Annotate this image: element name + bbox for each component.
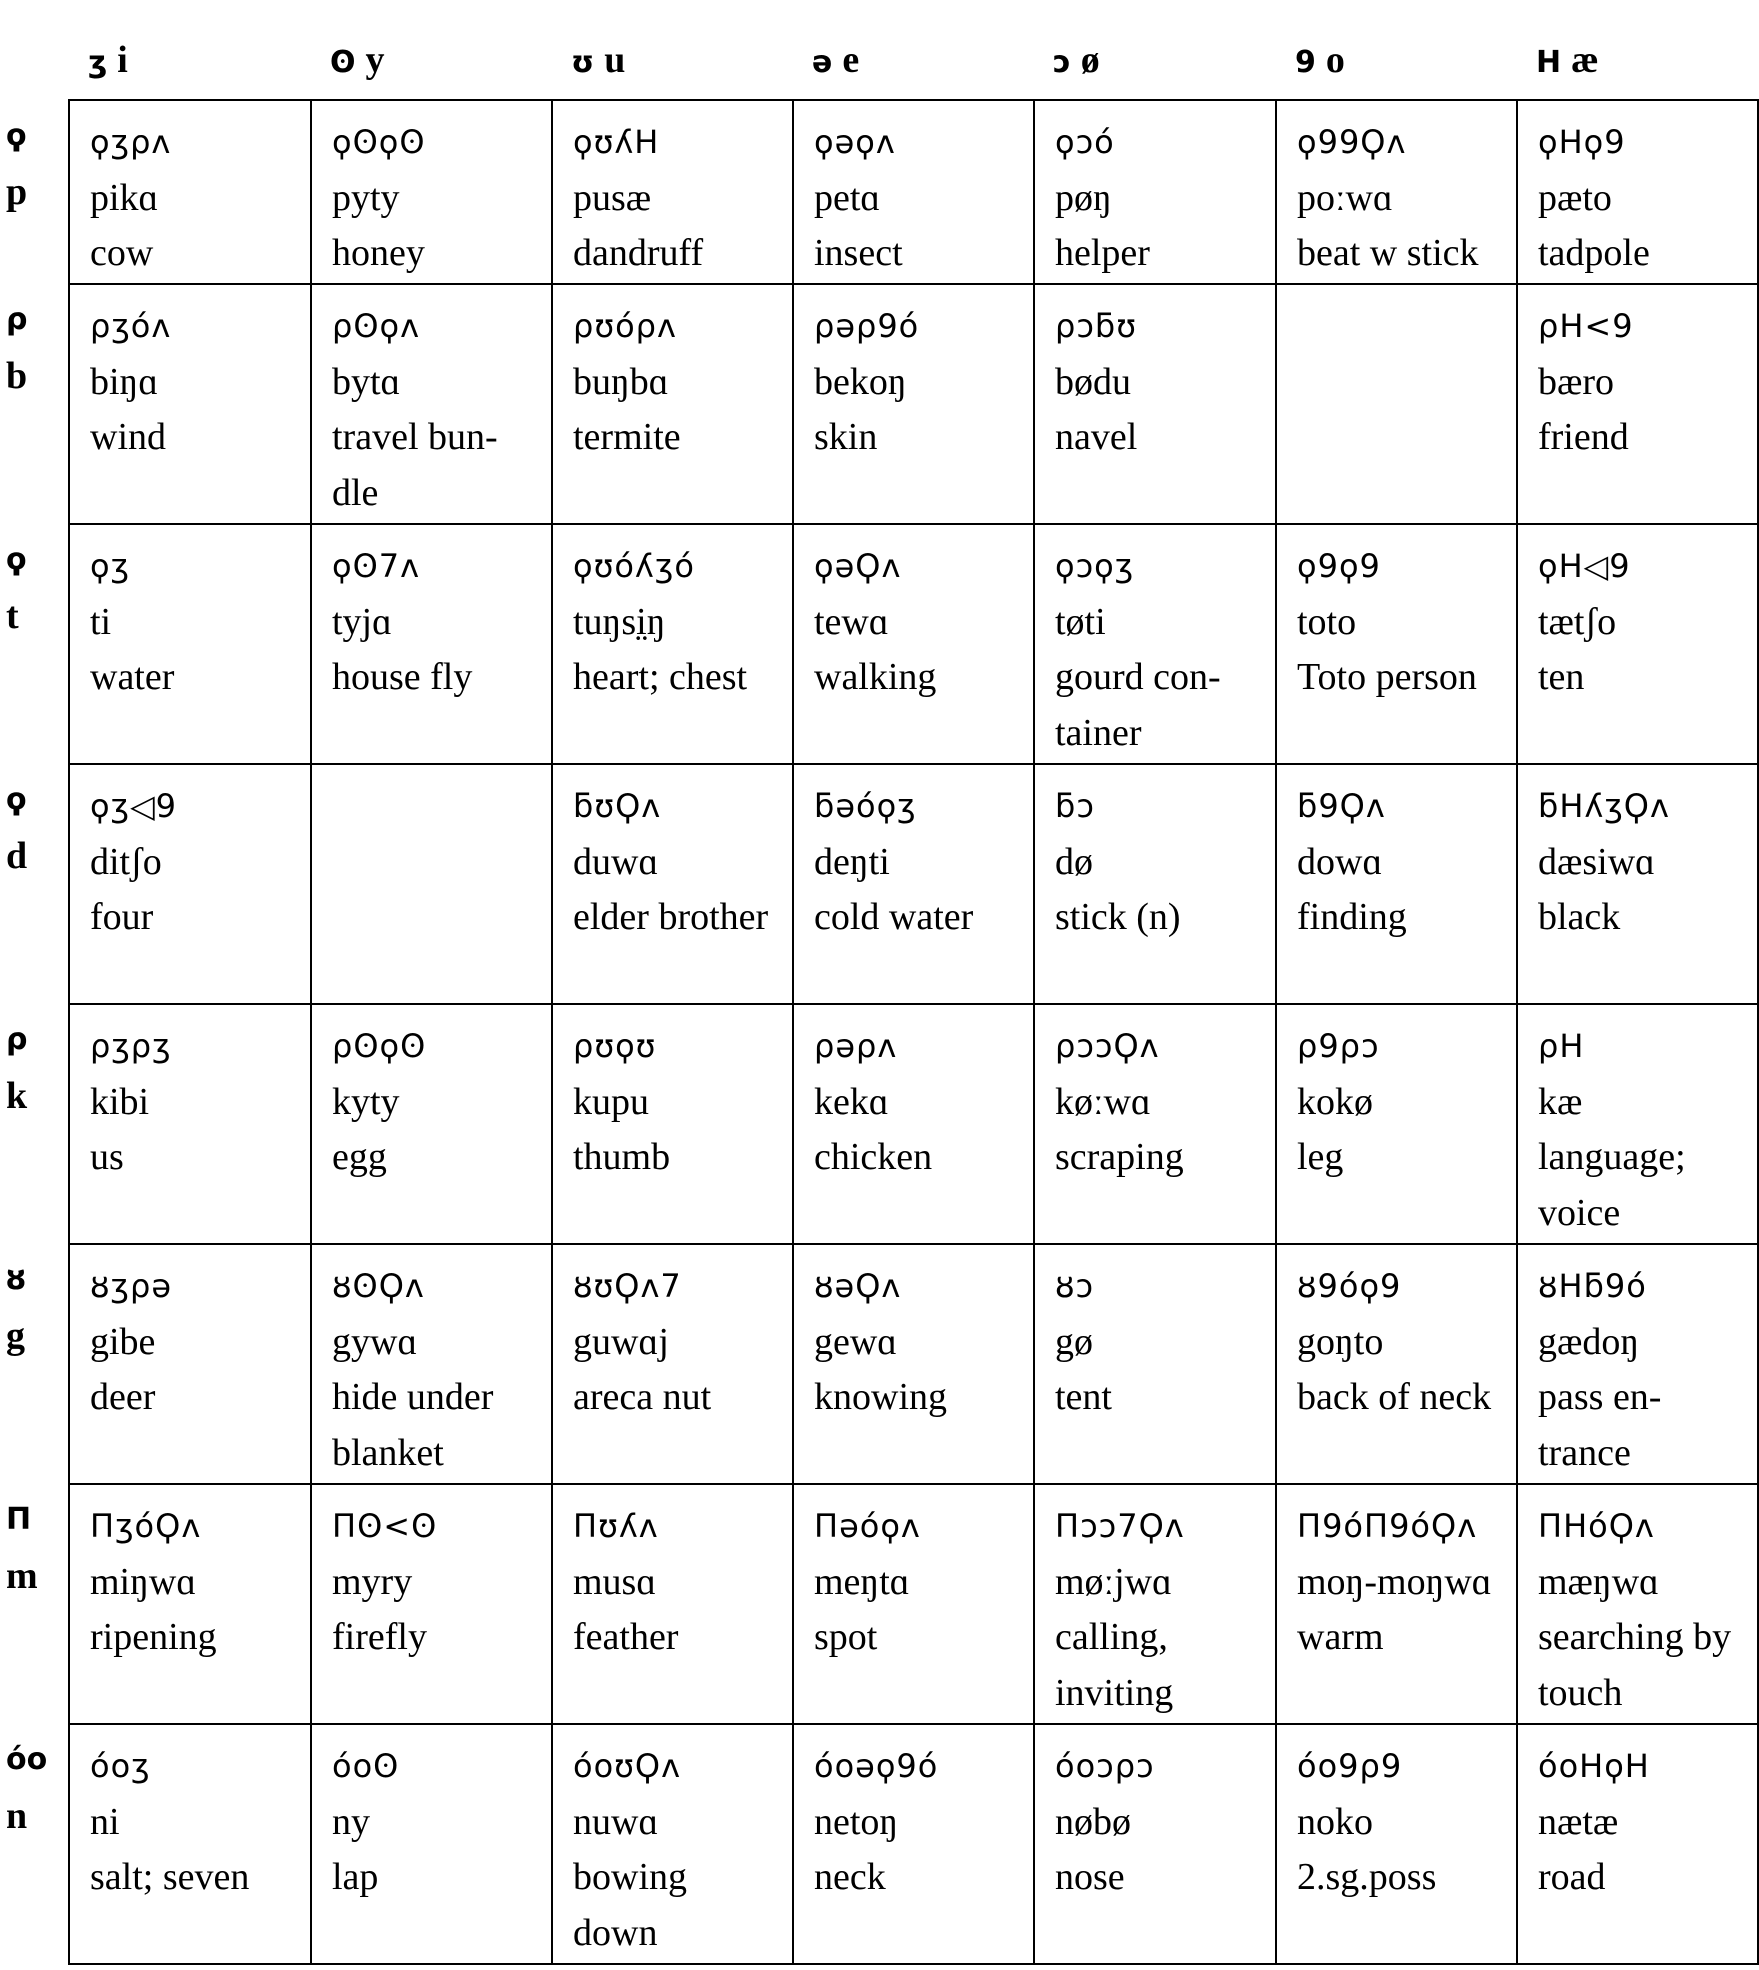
cell-script: ϙʊʎH bbox=[573, 123, 660, 161]
cell-roman: bytɑ bbox=[332, 360, 401, 403]
table-cell bbox=[1034, 1484, 1276, 1724]
table-cell bbox=[69, 1244, 311, 1484]
table-cell bbox=[793, 1004, 1034, 1244]
cell-script: ȣʊϘʌ7 bbox=[573, 1267, 682, 1305]
cell-roman: mæŋwɑ bbox=[1538, 1560, 1660, 1603]
cell-script: όoəϙ9ό bbox=[814, 1747, 939, 1785]
cell-roman: petɑ bbox=[814, 176, 881, 219]
table-cell bbox=[1034, 524, 1276, 764]
cell-roman: dæsiwɑ bbox=[1538, 840, 1656, 883]
table-cell bbox=[1034, 100, 1276, 284]
cell-gloss: dandruff bbox=[573, 232, 704, 274]
table-cell bbox=[1276, 100, 1517, 284]
cell-gloss: cold water bbox=[814, 896, 974, 938]
cell-gloss: egg bbox=[332, 1136, 387, 1178]
row-header-n: όo n bbox=[6, 1742, 48, 1837]
cell-roman: kekɑ bbox=[814, 1080, 889, 1123]
cell-script: ϙʘϙʘ bbox=[332, 123, 426, 161]
table-cell bbox=[1276, 764, 1517, 1004]
cell-script: όoʒ bbox=[90, 1747, 151, 1785]
cell-script bbox=[332, 779, 533, 835]
table-row bbox=[69, 1484, 1758, 1724]
cell-gloss: bowing down bbox=[573, 1856, 687, 1954]
cell-script: ρʘϙʘ bbox=[332, 1027, 427, 1065]
table-cell bbox=[552, 524, 793, 764]
cell-script: ρəρ9ό bbox=[814, 307, 920, 345]
table-cell bbox=[1276, 1484, 1517, 1724]
cell-roman: poːwɑ bbox=[1297, 176, 1393, 219]
cell-script: ȣɔ bbox=[1055, 1267, 1095, 1305]
cell-gloss: language; voice bbox=[1538, 1136, 1686, 1234]
cell-script: ϙəϙʌ bbox=[814, 123, 896, 161]
cell-roman: netoŋ bbox=[814, 1800, 899, 1843]
cell-gloss: travel bun-dle bbox=[332, 416, 498, 514]
cell-gloss: scraping bbox=[1055, 1136, 1184, 1178]
cell-script: ρɔƃʊ bbox=[1055, 307, 1137, 345]
cell-script: ȣʒρə bbox=[90, 1267, 173, 1305]
cell-script: ρH<9 bbox=[1538, 307, 1634, 345]
table-cell bbox=[1276, 1004, 1517, 1244]
cell-gloss: warm bbox=[1297, 1616, 1384, 1658]
cell-roman: myry bbox=[332, 1560, 413, 1603]
table-cell bbox=[311, 284, 552, 524]
table-cell bbox=[1517, 764, 1758, 1004]
cell-script: ƃɔ bbox=[1055, 787, 1095, 825]
cell-gloss: insect bbox=[814, 232, 903, 274]
table-cell bbox=[552, 1244, 793, 1484]
cell-script: ϙɔό bbox=[1055, 123, 1115, 161]
table-cell bbox=[311, 100, 552, 284]
table-cell bbox=[69, 1484, 311, 1724]
cell-roman: kæ bbox=[1538, 1080, 1583, 1123]
table-cell bbox=[1517, 284, 1758, 524]
cell-script: ȣ9όϙ9 bbox=[1297, 1267, 1402, 1305]
table-cell bbox=[311, 1244, 552, 1484]
cell-script: όoɔρɔ bbox=[1055, 1747, 1155, 1785]
cell-roman: buŋbɑ bbox=[573, 360, 669, 403]
cell-roman: ny bbox=[332, 1800, 370, 1843]
cell-script: Πʘ<ʘ bbox=[332, 1507, 438, 1545]
table-cell bbox=[1034, 1244, 1276, 1484]
cell-script: ƃəόϙʒ bbox=[814, 787, 917, 825]
cell-script: ρɔɔϘʌ bbox=[1055, 1027, 1160, 1065]
cell-gloss: Toto person bbox=[1297, 656, 1477, 698]
cell-script: ϙʒ bbox=[90, 547, 131, 585]
cell-roman: guwɑj bbox=[573, 1320, 669, 1363]
cell-script: ρʘϙʌ bbox=[332, 307, 421, 345]
table-cell bbox=[1517, 100, 1758, 284]
col-header-u: ʊ u bbox=[571, 39, 626, 81]
cell-roman: pyty bbox=[332, 176, 400, 219]
cell-gloss: neck bbox=[814, 1856, 886, 1898]
cell-gloss: searching by touch bbox=[1538, 1616, 1732, 1714]
cell-script: ρʊόρʌ bbox=[573, 307, 677, 345]
cell-roman: kibi bbox=[90, 1080, 150, 1123]
cell-gloss: feather bbox=[573, 1616, 679, 1658]
cell-script: ϙɔϙʒ bbox=[1055, 547, 1135, 585]
cell-script: ϙʊόʎʒό bbox=[573, 547, 695, 585]
cell-gloss: pass en-trance bbox=[1538, 1376, 1662, 1474]
cell-gloss: knowing bbox=[814, 1376, 947, 1418]
row-header-d: ϙ d bbox=[6, 782, 28, 877]
cell-gloss: deer bbox=[90, 1376, 156, 1418]
table-row bbox=[69, 100, 1758, 284]
cell-gloss: ten bbox=[1538, 656, 1585, 698]
cell-gloss: heart; chest bbox=[573, 656, 748, 698]
cell-gloss: navel bbox=[1055, 416, 1138, 458]
cell-roman: gewɑ bbox=[814, 1320, 898, 1363]
cell-roman: goŋto bbox=[1297, 1320, 1384, 1363]
cell-script: Π9όΠ9όϘʌ bbox=[1297, 1507, 1478, 1545]
cell-roman: pøŋ bbox=[1055, 176, 1112, 219]
cell-script: ρ9ρɔ bbox=[1297, 1027, 1380, 1065]
cell-gloss: four bbox=[90, 896, 154, 938]
cell-roman: noko bbox=[1297, 1800, 1373, 1843]
table-cell bbox=[793, 284, 1034, 524]
col-header-i: ʒ i bbox=[88, 39, 128, 81]
cell-script: ƃ9Ϙʌ bbox=[1297, 787, 1386, 825]
cell-gloss: helper bbox=[1055, 232, 1150, 274]
table-cell bbox=[69, 1004, 311, 1244]
cell-roman: kupu bbox=[573, 1080, 649, 1123]
cell-gloss: skin bbox=[814, 416, 878, 458]
cell-script: ƃʊϘʌ bbox=[573, 787, 662, 825]
syllabary-table bbox=[68, 99, 1759, 1965]
cell-roman: pikɑ bbox=[90, 176, 159, 219]
cell-roman: kyty bbox=[332, 1080, 400, 1123]
cell-gloss: friend bbox=[1538, 416, 1629, 458]
row-header-g: ȣ g bbox=[6, 1262, 26, 1357]
table-cell bbox=[69, 1724, 311, 1964]
row-header-b: ρ b bbox=[6, 302, 28, 397]
table-cell bbox=[552, 100, 793, 284]
table-cell bbox=[311, 524, 552, 764]
cell-gloss: 2.sg.poss bbox=[1297, 1856, 1437, 1898]
table-cell bbox=[552, 1484, 793, 1724]
cell-gloss: stick (n) bbox=[1055, 896, 1181, 938]
cell-gloss: us bbox=[90, 1136, 124, 1178]
table-cell bbox=[69, 100, 311, 284]
cell-gloss: tadpole bbox=[1538, 232, 1650, 274]
cell-script: όoʊϘʌ bbox=[573, 1747, 682, 1785]
cell-roman: gædoŋ bbox=[1538, 1320, 1640, 1363]
cell-gloss: spot bbox=[814, 1616, 878, 1658]
cell-script: όoHϙH bbox=[1538, 1747, 1650, 1785]
cell-roman: kokø bbox=[1297, 1080, 1373, 1123]
cell-gloss: beat w stick bbox=[1297, 232, 1479, 274]
cell-roman: bæro bbox=[1538, 360, 1614, 403]
table-cell bbox=[793, 524, 1034, 764]
cell-roman: meŋtɑ bbox=[814, 1560, 910, 1603]
cell-gloss: lap bbox=[332, 1856, 379, 1898]
cell-script: ƃHʎʒϘʌ bbox=[1538, 787, 1670, 825]
table-cell bbox=[1034, 284, 1276, 524]
cell-gloss: salt; seven bbox=[90, 1856, 250, 1898]
cell-gloss: house fly bbox=[332, 656, 473, 698]
table-cell bbox=[793, 1244, 1034, 1484]
table-cell bbox=[552, 1724, 793, 1964]
col-header-y: ʘ y bbox=[330, 39, 385, 81]
cell-script: ȣHƃ9ό bbox=[1538, 1267, 1647, 1305]
cell-roman: tøti bbox=[1055, 600, 1106, 643]
cell-roman: gywɑ bbox=[332, 1320, 418, 1363]
table-cell bbox=[311, 1004, 552, 1244]
cell-script: ϙ9ϙ9 bbox=[1297, 547, 1381, 585]
table-row bbox=[69, 1244, 1758, 1484]
col-header-e: ə e bbox=[812, 39, 860, 81]
table-cell bbox=[1276, 284, 1517, 524]
cell-gloss: road bbox=[1538, 1856, 1606, 1898]
table-cell bbox=[69, 764, 311, 1004]
cell-roman: deŋti bbox=[814, 840, 890, 883]
cell-script: ϙʒρʌ bbox=[90, 123, 172, 161]
cell-gloss: tent bbox=[1055, 1376, 1112, 1418]
cell-roman: bødu bbox=[1055, 360, 1131, 403]
table-cell bbox=[793, 764, 1034, 1004]
col-header-o: 9 o bbox=[1295, 39, 1345, 81]
cell-gloss: termite bbox=[573, 416, 681, 458]
cell-script: ρʒρʒ bbox=[90, 1027, 172, 1065]
table-cell bbox=[1517, 524, 1758, 764]
cell-roman: bekoŋ bbox=[814, 360, 907, 403]
cell-roman: moŋ-moŋwɑ bbox=[1297, 1560, 1492, 1603]
cell-script: ϙH◁9 bbox=[1538, 547, 1631, 585]
cell-script: όoʘ bbox=[332, 1747, 400, 1785]
table-cell bbox=[1276, 524, 1517, 764]
table-cell bbox=[552, 1004, 793, 1244]
col-header-oe: ɔ ø bbox=[1053, 39, 1100, 81]
cell-gloss: leg bbox=[1297, 1136, 1344, 1178]
cell-gloss: elder brother bbox=[573, 896, 769, 938]
cell-roman: nuwɑ bbox=[573, 1800, 659, 1843]
table-row bbox=[69, 524, 1758, 764]
cell-script bbox=[1297, 299, 1498, 355]
table-row bbox=[69, 764, 1758, 1004]
table-cell bbox=[793, 100, 1034, 284]
cell-gloss: honey bbox=[332, 232, 425, 274]
table-row bbox=[69, 1004, 1758, 1244]
cell-roman: musɑ bbox=[573, 1560, 657, 1603]
row-header-m: Π m bbox=[6, 1502, 38, 1597]
table-cell bbox=[1034, 764, 1276, 1004]
cell-roman: køːwɑ bbox=[1055, 1080, 1151, 1123]
col-header-ae: H æ bbox=[1536, 39, 1599, 81]
cell-script: όo9ρ9 bbox=[1297, 1747, 1403, 1785]
cell-script: ρʒόʌ bbox=[90, 307, 172, 345]
cell-gloss: firefly bbox=[332, 1616, 427, 1658]
cell-gloss: walking bbox=[814, 656, 937, 698]
cell-roman: tewɑ bbox=[814, 600, 889, 643]
table-row bbox=[69, 1724, 1758, 1964]
cell-script: ȣəϘʌ bbox=[814, 1267, 902, 1305]
cell-script: ϙʘ7ʌ bbox=[332, 547, 421, 585]
row-header-t: ϙ t bbox=[6, 542, 27, 637]
cell-roman: gibe bbox=[90, 1320, 156, 1363]
cell-roman: ditʃo bbox=[90, 840, 162, 883]
cell-gloss: gourd con-tainer bbox=[1055, 656, 1221, 754]
cell-roman: gø bbox=[1055, 1320, 1093, 1363]
row-header-p: ϙ p bbox=[6, 118, 28, 213]
cell-roman: tuŋsi̤ŋ bbox=[573, 600, 666, 643]
cell-roman: dowɑ bbox=[1297, 840, 1383, 883]
cell-script: Πɔɔ7Ϙʌ bbox=[1055, 1507, 1185, 1545]
row-header-k: ρ k bbox=[6, 1022, 28, 1117]
cell-roman: toto bbox=[1297, 600, 1357, 643]
cell-roman: duwɑ bbox=[573, 840, 659, 883]
cell-script: ρʊϙʊ bbox=[573, 1027, 657, 1065]
cell-roman: ni bbox=[90, 1800, 120, 1843]
cell-roman: ti bbox=[90, 600, 112, 643]
table-cell bbox=[311, 1724, 552, 1964]
cell-roman: nøbø bbox=[1055, 1800, 1131, 1843]
cell-gloss: cow bbox=[90, 232, 154, 274]
cell-roman: tyjɑ bbox=[332, 600, 392, 643]
table-cell bbox=[311, 1484, 552, 1724]
cell-roman: pæto bbox=[1538, 176, 1612, 219]
cell-script: Πʊʎʌ bbox=[573, 1507, 659, 1545]
cell-gloss: calling, inviting bbox=[1055, 1616, 1174, 1714]
table-cell bbox=[1517, 1724, 1758, 1964]
cell-gloss: chicken bbox=[814, 1136, 933, 1178]
cell-gloss: water bbox=[90, 656, 175, 698]
cell-script: ΠʒόϘʌ bbox=[90, 1507, 202, 1545]
table-cell bbox=[552, 284, 793, 524]
cell-gloss: thumb bbox=[573, 1136, 671, 1178]
cell-roman: dø bbox=[1055, 840, 1093, 883]
cell-roman: pusæ bbox=[573, 176, 652, 219]
cell-script: ΠHόϘʌ bbox=[1538, 1507, 1655, 1545]
cell-script: ȣʘϘʌ bbox=[332, 1267, 425, 1305]
table-cell bbox=[552, 764, 793, 1004]
cell-script: ϙHϙ9 bbox=[1538, 123, 1626, 161]
table-cell bbox=[1276, 1244, 1517, 1484]
cell-roman: nætæ bbox=[1538, 1800, 1619, 1843]
table-cell bbox=[69, 284, 311, 524]
cell-gloss: black bbox=[1538, 896, 1621, 938]
cell-gloss: hide under blanket bbox=[332, 1376, 494, 1474]
cell-script: Πəόϙʌ bbox=[814, 1507, 921, 1545]
cell-gloss: wind bbox=[90, 416, 166, 458]
table-cell bbox=[1517, 1004, 1758, 1244]
cell-script: ϙʒ◁9 bbox=[90, 787, 178, 825]
cell-roman: biŋɑ bbox=[90, 360, 159, 403]
table-cell bbox=[1276, 1724, 1517, 1964]
cell-gloss: back of neck bbox=[1297, 1376, 1492, 1418]
table-row bbox=[69, 284, 1758, 524]
table-cell bbox=[793, 1724, 1034, 1964]
table-cell bbox=[1517, 1244, 1758, 1484]
table-cell bbox=[793, 1484, 1034, 1724]
cell-gloss: areca nut bbox=[573, 1376, 712, 1418]
cell-gloss: ripening bbox=[90, 1616, 217, 1658]
table-cell bbox=[1517, 1484, 1758, 1724]
cell-script: ϙəϘʌ bbox=[814, 547, 902, 585]
cell-gloss: finding bbox=[1297, 896, 1407, 938]
cell-roman: miŋwɑ bbox=[90, 1560, 197, 1603]
table-cell bbox=[311, 764, 552, 1004]
cell-roman: tætʃo bbox=[1538, 600, 1617, 643]
cell-script: ρəρʌ bbox=[814, 1027, 898, 1065]
cell-script: ρH bbox=[1538, 1027, 1585, 1065]
cell-gloss: nose bbox=[1055, 1856, 1125, 1898]
table-cell bbox=[69, 524, 311, 764]
cell-script: ϙ99Ϙʌ bbox=[1297, 123, 1407, 161]
cell-roman: møːjwɑ bbox=[1055, 1560, 1172, 1603]
table-cell bbox=[1034, 1724, 1276, 1964]
table-cell bbox=[1034, 1004, 1276, 1244]
